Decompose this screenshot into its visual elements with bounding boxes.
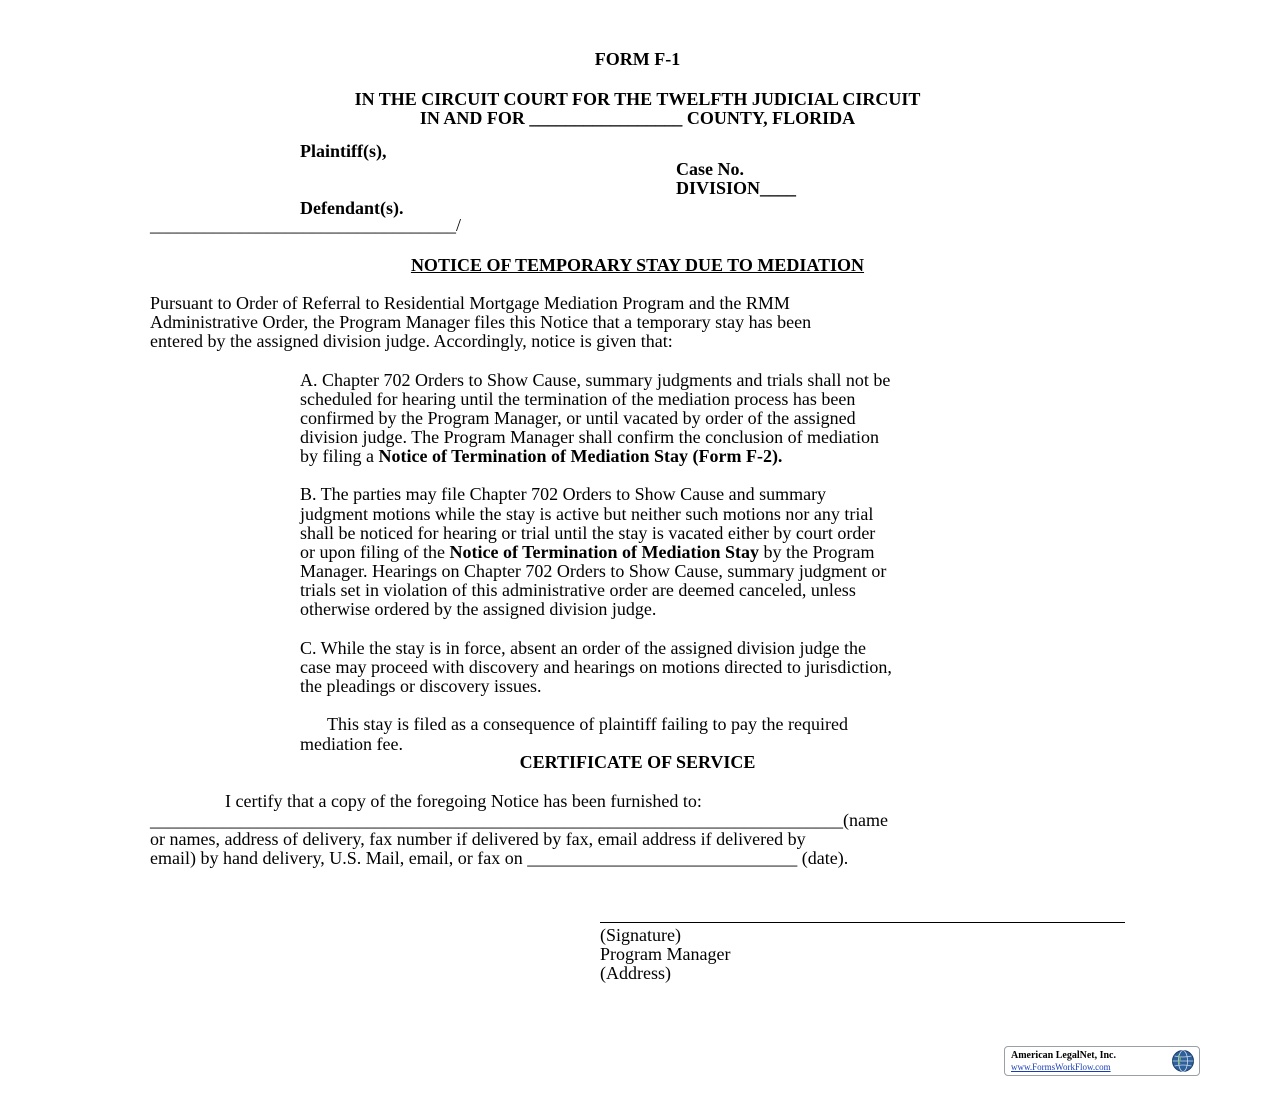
stay-note-line: This stay is filed as a consequence of plaintiff failing to pay the required (327, 714, 849, 734)
defendant-label: Defendant(s). (300, 198, 404, 218)
para-b-line: B. The parties may file Chapter 702 Orders to Show Cause and summary (300, 484, 827, 504)
certificate-heading: CERTIFICATE OF SERVICE (519, 752, 756, 772)
recipient-blank: _____________________________________________________________________________(name (150, 810, 888, 830)
intro-line: entered by the assigned division judge. Accordingly, notice is given that: (150, 331, 673, 351)
notice-title: NOTICE OF TEMPORARY STAY DUE TO MEDIATION (410, 255, 865, 275)
para-b-line: otherwise ordered by the assigned division judge. (300, 599, 657, 619)
para-a-prefix: by filing a (300, 446, 379, 466)
caption-rule: __________________________________/ (150, 215, 462, 235)
para-b-line: shall be noticed for hearing or trial until the stay is vacated either by court order (300, 523, 876, 543)
service-date-line: email) by hand delivery, U.S. Mail, email, or fax on ______________________________ (date). (150, 848, 849, 868)
plaintiff-label: Plaintiff(s), (300, 141, 387, 161)
termination-notice-reference: Notice of Termination of Mediation Stay (449, 542, 759, 562)
form-id: FORM F-1 (594, 49, 681, 69)
para-a-line (300, 447, 782, 466)
court-name: IN THE CIRCUIT COURT FOR THE TWELFTH JUDICIAL CIRCUIT (354, 89, 921, 109)
intro-line: Administrative Order, the Program Manager files this Notice that a temporary stay has been (150, 312, 812, 332)
division-label: DIVISION____ (676, 178, 797, 198)
certificate-line: I certify that a copy of the foregoing Notice has been furnished to: (225, 791, 702, 811)
intro-line: Pursuant to Order of Referral to Residential Mortgage Mediation Program and the RMM (150, 293, 790, 313)
para-c-line: the pleadings or discovery issues. (300, 676, 542, 696)
para-b-line: trials set in violation of this administrative order are deemed canceled, unless (300, 580, 856, 600)
publisher-name: American LegalNet, Inc. (1011, 1050, 1116, 1061)
signer-role: Program Manager (600, 944, 731, 964)
para-b-line (300, 543, 874, 562)
para-b-line: judgment motions while the stay is active but neither such motions nor any trial (300, 504, 874, 524)
para-a-line: division judge. The Program Manager shall confirm the conclusion of mediation (300, 427, 880, 447)
publisher-url[interactable]: www.FormsWorkFlow.com (1011, 1062, 1111, 1072)
stay-note-line: mediation fee. (300, 734, 403, 754)
form-f2-reference: Notice of Termination of Mediation Stay (Form F-2). (378, 446, 783, 466)
para-b-line: Manager. Hearings on Chapter 702 Orders to Show Cause, summary judgment or (300, 561, 887, 581)
address-label: (Address) (600, 963, 671, 983)
globe-icon (1171, 1049, 1195, 1073)
certificate-line: or names, address of delivery, fax number if delivered by fax, email address if delivered by (150, 829, 806, 849)
signature-label: (Signature) (600, 925, 681, 945)
para-b-suffix: by the Program (758, 542, 875, 562)
signature-line (600, 922, 1125, 923)
para-c-line: C. While the stay is in force, absent an order of the assigned division judge the (300, 638, 867, 658)
para-a-line: confirmed by the Program Manager, or until vacated by order of the assigned (300, 408, 856, 428)
para-b-prefix: or upon filing of the (300, 542, 450, 562)
para-a-line: scheduled for hearing until the termination of the mediation process has been (300, 389, 856, 409)
publisher-logo (1004, 1046, 1200, 1076)
para-a-line: A. Chapter 702 Orders to Show Cause, summary judgments and trials shall not be (300, 370, 891, 390)
case-number-label: Case No. (676, 159, 744, 179)
court-county: IN AND FOR _________________ COUNTY, FLORIDA (419, 108, 856, 128)
para-c-line: case may proceed with discovery and hearings on motions directed to jurisdiction, (300, 657, 892, 677)
